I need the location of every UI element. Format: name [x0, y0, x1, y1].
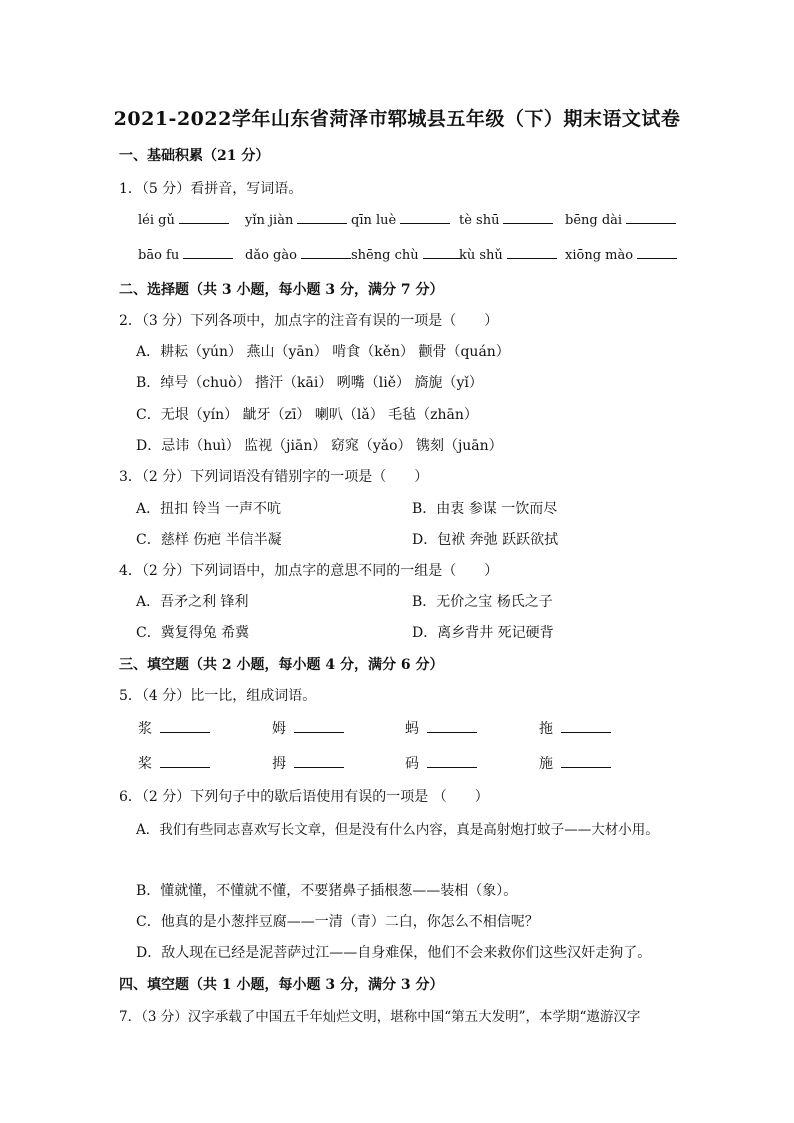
question-3-option-d[interactable]: D．包袱 奔弛 跃跃欲拭: [412, 532, 559, 548]
answer-blank[interactable]: [294, 720, 344, 733]
answer-blank[interactable]: [400, 211, 450, 224]
question-2-option-c[interactable]: C．无垠（yín） 龇牙（zī） 喇叭（lǎ） 毛毡（zhān）: [136, 407, 478, 423]
pinyin-item: xiōng mào: [565, 246, 677, 263]
answer-blank[interactable]: [423, 246, 461, 259]
question-3-option-a[interactable]: A．扭扣 铃当 一声不吭: [136, 501, 282, 517]
question-4-stem: 4．（2 分）下列词语中，加点字的意思不同的一组是（ ）: [119, 563, 499, 579]
question-2-option-d[interactable]: D．忌讳（huì） 监视（jiān） 窈窕（yǎo） 镌刻（juān）: [136, 438, 503, 454]
question-4-option-a[interactable]: A．吾矛之利 锋利: [136, 594, 249, 610]
answer-blank[interactable]: [427, 720, 477, 733]
pinyin-item: bāo fu: [138, 246, 233, 263]
answer-blank[interactable]: [637, 246, 677, 259]
answer-blank[interactable]: [561, 720, 611, 733]
section-heading-1: 一、基础积累（21 分）: [119, 148, 270, 164]
answer-blank[interactable]: [503, 211, 553, 224]
answer-blank[interactable]: [297, 211, 347, 224]
answer-blank[interactable]: [183, 246, 233, 259]
section-heading-3: 三、填空题（共 2 小题，每小题 4 分，满分 6 分）: [119, 657, 444, 673]
question-2-option-b[interactable]: B．绰号（chuò） 揩汗（kāi） 咧嘴（liě） 旖旎（yǐ）: [136, 375, 483, 391]
char-compare-item: 码: [405, 753, 477, 773]
answer-blank[interactable]: [294, 755, 344, 768]
question-1-stem: 1．（5 分）看拼音，写词语。: [119, 181, 303, 197]
pinyin-item: yǐn jiàn: [245, 211, 347, 228]
char-compare-item: 施: [539, 753, 611, 773]
question-6-option-c[interactable]: C．他真的是小葱拌豆腐——一清（青）二白，你怎么不相信呢？: [136, 914, 539, 930]
question-3-option-c[interactable]: C．慈样 伤疤 半信半凝: [136, 532, 282, 548]
char-compare-item: 拖: [539, 718, 611, 738]
question-7-stem: 7．（3 分）汉字承载了中国五千年灿烂文明，堪称中国“第五大发明”，本学期“遨游汉字: [119, 1009, 641, 1025]
answer-blank[interactable]: [626, 211, 676, 224]
answer-blank[interactable]: [427, 755, 477, 768]
question-3-option-b[interactable]: B．由衷 参谋 一饮而尽: [412, 501, 558, 517]
section-heading-4: 四、填空题（共 1 小题，每小题 3 分，满分 3 分）: [119, 977, 444, 993]
answer-blank[interactable]: [507, 246, 557, 259]
answer-blank[interactable]: [301, 246, 351, 259]
pinyin-item: bēng dài: [565, 211, 676, 228]
pinyin-item: qīn luè: [351, 211, 450, 228]
answer-blank[interactable]: [179, 211, 229, 224]
pinyin-item: shēng chù: [351, 246, 461, 263]
pinyin-item: tè shū: [459, 211, 553, 228]
page-title: 2021-2022学年山东省菏泽市郓城县五年级（下）期末语文试卷: [113, 108, 681, 130]
question-6-option-a[interactable]: A．我们有些同志喜欢写长文章，但是没有什么内容，真是高射炮打蚊子——大材小用。: [136, 822, 659, 838]
question-4-option-d[interactable]: D．离乡背井 死记硬背: [412, 625, 554, 641]
question-4-option-c[interactable]: C．冀复得兔 希冀: [136, 625, 250, 641]
question-5-stem: 5．（4 分）比一比，组成词语。: [119, 688, 317, 704]
pinyin-item: kù shǔ: [459, 246, 557, 263]
char-compare-item: 桨: [138, 753, 210, 773]
char-compare-item: 蚂: [405, 718, 477, 738]
pinyin-item: dǎo gào: [245, 246, 351, 263]
char-compare-item: 拇: [272, 753, 344, 773]
char-compare-item: 浆: [138, 718, 210, 738]
question-6-option-b[interactable]: B．懂就懂，不懂就不懂，不要猪鼻子插根葱——装相（象）。: [136, 883, 518, 899]
question-6-option-d[interactable]: D．敌人现在已经是泥菩萨过江——自身难保，他们不会来救你们这些汉奸走狗了。: [136, 945, 652, 961]
section-heading-2: 二、选择题（共 3 小题，每小题 3 分，满分 7 分）: [119, 282, 444, 298]
answer-blank[interactable]: [160, 755, 210, 768]
question-6-stem: 6．（2 分）下列句子中的歇后语使用有误的一项是 （ ）: [119, 789, 489, 805]
question-2-option-a[interactable]: A．耕耘（yún） 燕山（yān） 啃食（kěn） 颧骨（quán）: [136, 344, 510, 360]
question-2-stem: 2．（3 分）下列各项中，加点字的注音有误的一项是（ ）: [119, 313, 499, 329]
pinyin-item: léi gǔ: [138, 211, 229, 228]
char-compare-item: 姆: [272, 718, 344, 738]
answer-blank[interactable]: [160, 720, 210, 733]
answer-blank[interactable]: [561, 755, 611, 768]
question-3-stem: 3．（2 分）下列词语没有错别字的一项是（ ）: [119, 469, 429, 485]
question-4-option-b[interactable]: B．无价之宝 杨氏之子: [412, 594, 553, 610]
